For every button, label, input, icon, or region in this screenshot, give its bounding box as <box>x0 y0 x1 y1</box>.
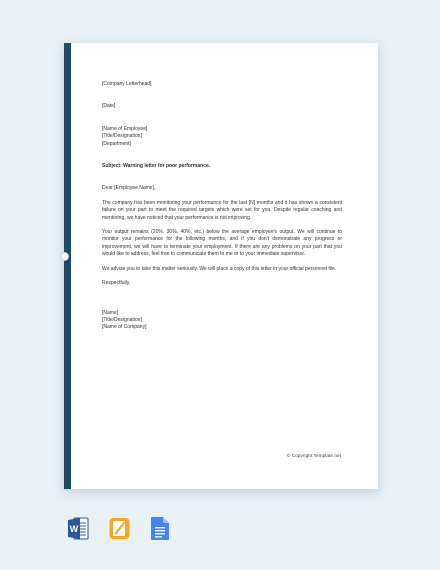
signature-block <box>102 310 342 332</box>
letter-paragraph: Your output remains (20%, 30%, 40%, etc.) below the average employee's output. We will continue to monitor your performance for the following months, and if you don't demonstrate any progress or improvement, we will have to terminate your employment. If there are any problems on your part that you would like to address, feel free to communicate them to me or to your immediate supervisor. <box>102 229 342 258</box>
google-docs-icon[interactable] <box>150 516 171 541</box>
recipient-block <box>102 126 342 148</box>
letter-paragraph: We advise you to take this matter seriously. We will place a copy of this letter in your official personnel file. <box>102 265 337 272</box>
document-binding-strip <box>64 43 71 489</box>
copyright-footer: © Copyright Template.net <box>286 454 341 459</box>
app-icons-row <box>68 516 171 541</box>
pages-icon[interactable] <box>109 516 130 541</box>
binding-hole <box>60 252 69 261</box>
signature-title: [Title/Designation] <box>102 316 142 323</box>
recipient-name: [Name of Employee] <box>102 125 148 132</box>
recipient-department: [Department] <box>102 140 131 147</box>
letter-subject: Subject: Warning letter for poor performance. <box>102 163 211 170</box>
letter-body <box>102 81 342 332</box>
letter-closing: Respectfully, <box>102 280 131 287</box>
letter-paragraph: The company has been monitoring your performance for the last [N] months and it has shown a consistent failure on your part to meet the required targets which were set for you. Despite regular coaching and mentoring, we have noticed that your performance is not improving. <box>102 199 342 221</box>
letter-date: [Date] <box>102 103 116 110</box>
company-letterhead: [Company Letterhead] <box>102 81 152 87</box>
letter-salutation: Dear [Employee Name], <box>102 185 156 192</box>
svg-text:W: W <box>69 524 79 534</box>
recipient-title: [Title/Designation] <box>102 133 142 140</box>
signature-name: [Name] <box>102 309 119 316</box>
word-icon[interactable] <box>68 516 89 541</box>
letter-document <box>64 43 378 489</box>
signature-company: [Name of Company] <box>102 324 147 331</box>
